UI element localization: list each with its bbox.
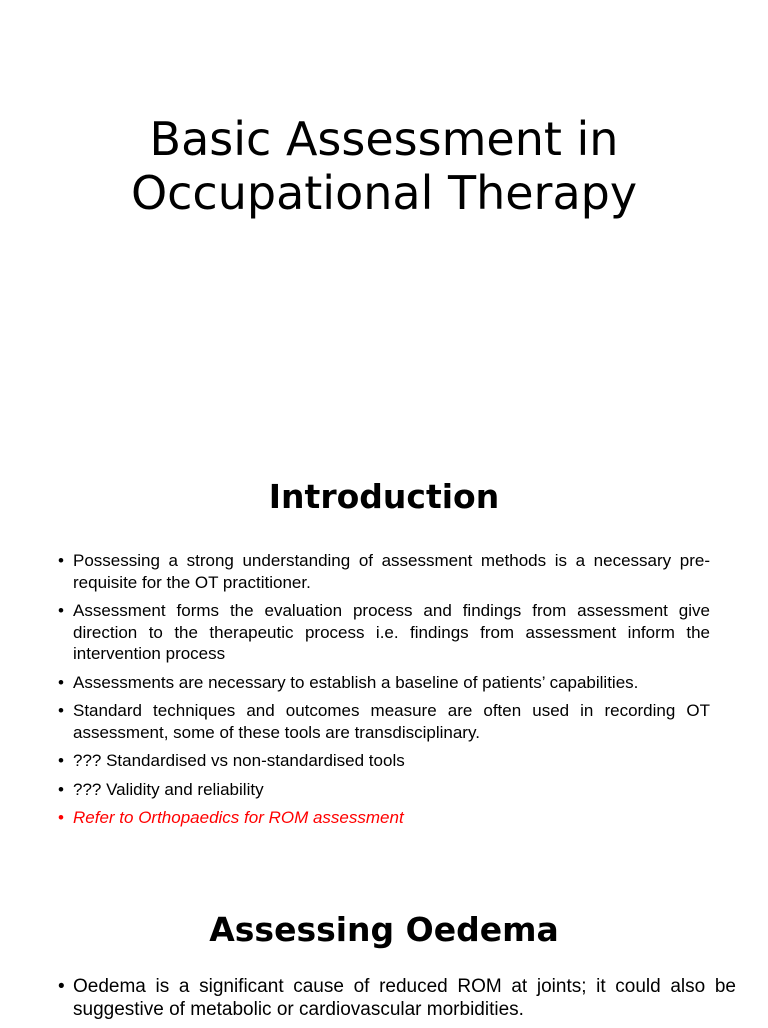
title-line: Basic Assessment in: [149, 112, 619, 166]
bullet-icon: •: [58, 701, 64, 720]
bullet-icon: •: [58, 976, 65, 997]
bullet-list: [58, 975, 736, 1028]
bullet-text: Assessments are necessary to establish a baseline of patients’ capabilities.: [73, 672, 639, 692]
bullet-text: Refer to Orthopaedics for ROM assessment: [73, 808, 404, 827]
bullet-list: [58, 550, 710, 836]
bullet-item: [58, 779, 710, 801]
bullet-text: Assessment forms the evaluation process and findings from assessment give direction to the therapeutic process i.e. findings from assessment inform the intervention process: [73, 601, 710, 663]
bullet-icon: •: [58, 601, 64, 620]
bullet-item: [58, 700, 710, 743]
bullet-item: [58, 975, 736, 1021]
bullet-text: ??? Validity and reliability: [73, 779, 264, 799]
slide-assessing-oedema: [0, 888, 768, 1024]
bullet-icon: •: [58, 808, 64, 827]
slide-heading: Assessing Oedema: [209, 910, 559, 949]
presentation-title: [0, 112, 768, 220]
bullet-text: Oedema is a significant cause of reduced ROM at joints; it could also be suggestive of metabolic or cardiovascular morbidities.: [73, 976, 736, 1020]
bullet-icon: •: [58, 551, 64, 570]
title-line: Occupational Therapy: [130, 166, 638, 220]
slide-heading: Introduction: [268, 477, 500, 516]
bullet-icon: •: [58, 672, 64, 692]
bullet-item: [58, 750, 710, 772]
bullet-icon: •: [58, 751, 64, 770]
slide-introduction: [0, 456, 768, 888]
bullet-item: [58, 672, 710, 694]
bullet-item: [58, 600, 710, 665]
bullet-item-highlight: [58, 807, 710, 829]
bullet-text: ??? Standardised vs non-standardised tools: [73, 751, 405, 770]
bullet-item: [58, 550, 710, 593]
bullet-text: Possessing a strong understanding of assessment methods is a necessary pre-requisite for the OT practitioner.: [73, 551, 710, 592]
bullet-icon: •: [58, 779, 64, 799]
bullet-text: Standard techniques and outcomes measure are often used in recording OT assessment, some of these tools are transdisciplinary.: [73, 701, 710, 742]
slide-title: [0, 0, 768, 456]
